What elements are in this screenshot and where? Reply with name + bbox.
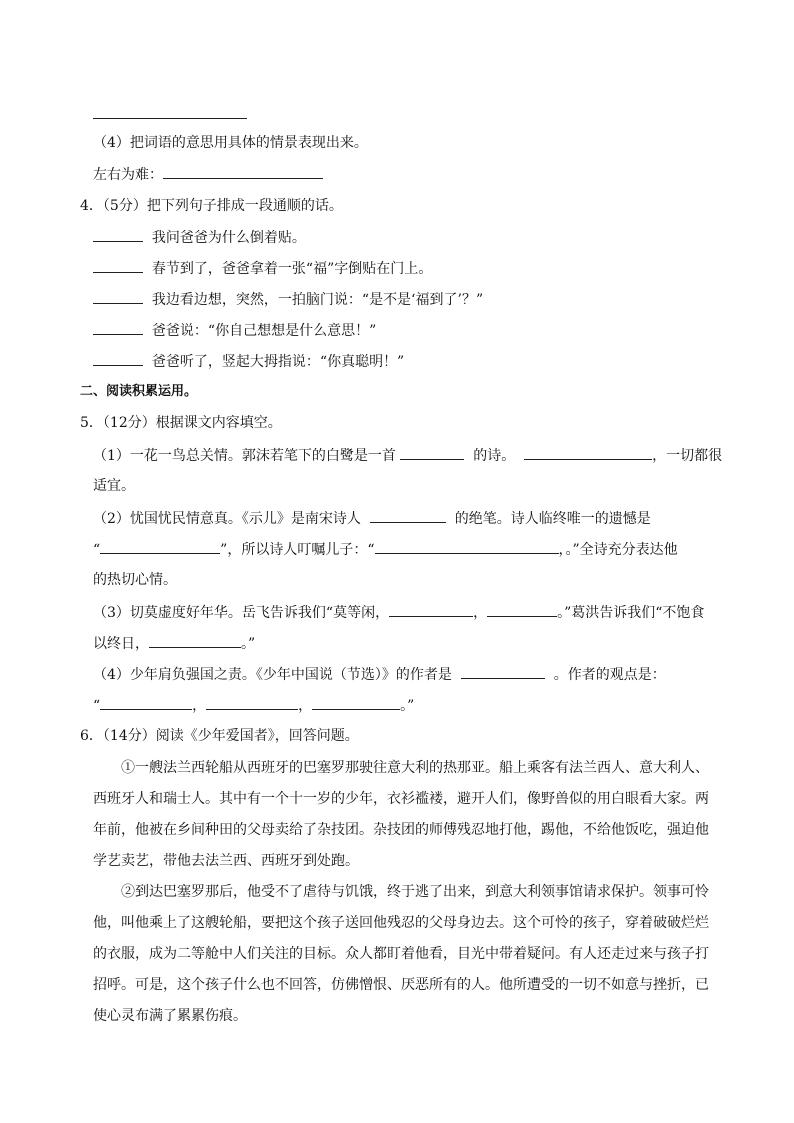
answer-blank[interactable]	[163, 164, 323, 179]
q5-item1: （1）一花一鸟总关情。郭沫若笔下的白鹭是一首 的诗。 ，一切都很	[93, 445, 722, 466]
answer-blank[interactable]	[93, 227, 143, 242]
q3-item4: （4）把词语的意思用具体的情景表现出来。	[93, 135, 368, 151]
q5-item2: （2）忧国忧民情意真。《示儿》是南宋诗人 的绝笔。诗人临终唯一的遗憾是	[93, 508, 651, 529]
q3-item4-answer: 左右为难：	[93, 164, 323, 185]
question-4: 4．（5分）把下列句子排成一段通顺的话。	[80, 198, 343, 214]
q5-item2-cont2: 的热切心情。	[93, 572, 177, 588]
answer-blank[interactable]	[370, 508, 446, 523]
answer-blank[interactable]	[206, 695, 298, 710]
answer-blank[interactable]	[524, 445, 652, 460]
q4-sentence: 我边看边想，突然，一拍脑门说：“是不是‘福到了’？”	[93, 289, 483, 310]
answer-blank[interactable]	[100, 539, 220, 554]
q5-item3-cont: 以终日， 。”	[93, 633, 255, 654]
answer-blank[interactable]	[312, 695, 400, 710]
answer-blank[interactable]	[93, 289, 143, 304]
answer-blank[interactable]	[487, 602, 557, 617]
answer-blank[interactable]	[100, 695, 192, 710]
question-6: 6．（14分）阅读《少年爱国者》，回答问题。	[80, 728, 359, 744]
q5-item2-cont: “ ”，所以诗人叮嘱儿子：“ ，。”全诗充分表达他	[93, 539, 678, 560]
q5-item4-cont: “ ， ， 。”	[93, 695, 414, 716]
q4-sentence: 爸爸说：“你自己想想是什么意思！”	[93, 320, 376, 341]
passage-paragraph-2: ②到达巴塞罗那后，他受不了虐待与饥饿，终于逃了出来，到意大利领事馆请求保护。领事可怜他，叫他乘上了这艘轮船，要把这个孩子送回他残忍的父母身边去。这个可怜的孩子，穿着破破烂烂的衣服，成为二等舱中人们关注的目标。众人都盯着他看，目光中带着疑问。有人还走过来与孩子打招呼。可是，这个孩子什么也不回答，仿佛憎恨、厌恶所有的人。他所遭受的一切不如意与挫折，已使心灵布满了累累伤痕。	[93, 884, 709, 1024]
answer-blank[interactable]	[149, 633, 241, 648]
q4-sentence: 春节到了，爸爸拿着一张“福”字倒贴在门上。	[93, 258, 432, 279]
section-heading: 二、阅读积累运用。	[80, 384, 198, 399]
answer-blank[interactable]	[400, 445, 464, 460]
q5-item4: （4）少年肩负强国之责。《少年中国说（节选）》的作者是 。作者的观点是：	[93, 664, 666, 685]
answer-blank[interactable]	[93, 258, 143, 273]
answer-blank[interactable]	[389, 602, 473, 617]
q5-item1-cont: 适宜。	[93, 478, 135, 494]
passage-paragraph-1: ①一艘法兰西轮船从西班牙的巴塞罗那驶往意大利的热那亚。船上乘客有法兰西人、意大利人、西班牙人和瑞士人。其中有一个十一岁的少年，衣衫褴褛，避开人们，像野兽似的用白眼看大家。两年前，他被在乡间种田的父母卖给了杂技团。杂技团的师傅残忍地打他，踢他，不给他饭吃，强迫他学艺卖艺，带他去法兰西、西班牙到处跑。	[93, 760, 709, 869]
q5-item3: （3）切莫虚度好年华。岳飞告诉我们“莫等闲， ， 。”葛洪告诉我们“不饱食	[93, 602, 704, 623]
answer-blank-top[interactable]	[93, 104, 247, 125]
answer-blank[interactable]	[93, 320, 143, 335]
answer-blank[interactable]	[375, 539, 559, 554]
answer-blank[interactable]	[461, 664, 545, 679]
q4-sentence: 我问爸爸为什么倒着贴。	[93, 227, 306, 248]
answer-blank[interactable]	[93, 351, 143, 366]
question-5: 5．（12分）根据课文内容填空。	[80, 415, 282, 431]
q4-sentence: 爸爸听了，竖起大拇指说：“你真聪明！”	[93, 351, 404, 372]
